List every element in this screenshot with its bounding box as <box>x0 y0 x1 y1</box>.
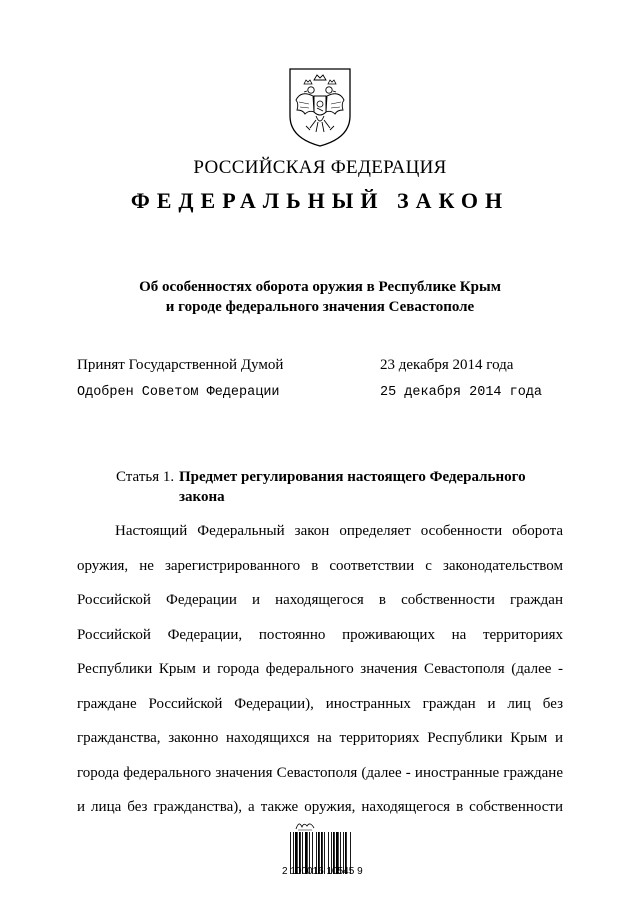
body-line: оружия, не зарегистрированного в соответствии с законодательством <box>77 557 563 574</box>
body-line: гражданства, законно находящихся на территориях Республики Крым и <box>77 730 563 746</box>
body-line: Республики Крым и города федерального значения Севастополя (далее - <box>77 661 563 677</box>
coat-of-arms-icon <box>287 66 353 148</box>
law-title-line: Об особенностях оборота оружия в Республике Крым <box>139 279 501 295</box>
country-heading: РОССИЙСКАЯ ФЕДЕРАЦИЯ <box>193 157 447 178</box>
article-body <box>77 516 563 827</box>
law-type-heading: ФЕДЕРАЛЬНЫЙ ЗАКОН <box>130 188 510 213</box>
body-line: Настоящий Федеральный закон определяет особенности оборота <box>115 523 563 539</box>
adoption-date: 25 декабря 2014 года <box>380 385 543 400</box>
adoption-label: Принят Государственной Думой <box>77 357 284 373</box>
body-line: и лица без гражданства), а также оружия, находящегося в собственности <box>77 799 563 815</box>
signature-mark-icon <box>294 818 316 832</box>
adoption-date: 23 декабря 2014 года <box>380 357 514 373</box>
body-line: Российской Федерации, постоянно проживающих на территориях <box>77 626 563 643</box>
article-number: Статья 1. <box>116 469 175 485</box>
barcode-number: 2 100016 10545 9 <box>282 866 363 877</box>
adoption-label: Одобрен Советом Федерации <box>77 385 280 400</box>
body-line: города федерального значения Севастополя (далее - иностранные граждане <box>77 764 563 781</box>
article-title: Предмет регулирования настоящего Федерального закона <box>179 469 526 505</box>
body-line: граждане Российской Федерации), иностранных граждан и лиц без <box>77 695 563 712</box>
law-title-line: и городе федерального значения Севастополе <box>165 299 475 315</box>
body-line: Российской Федерации и находящегося в собственности граждан <box>77 592 563 608</box>
law-title <box>0 277 640 317</box>
